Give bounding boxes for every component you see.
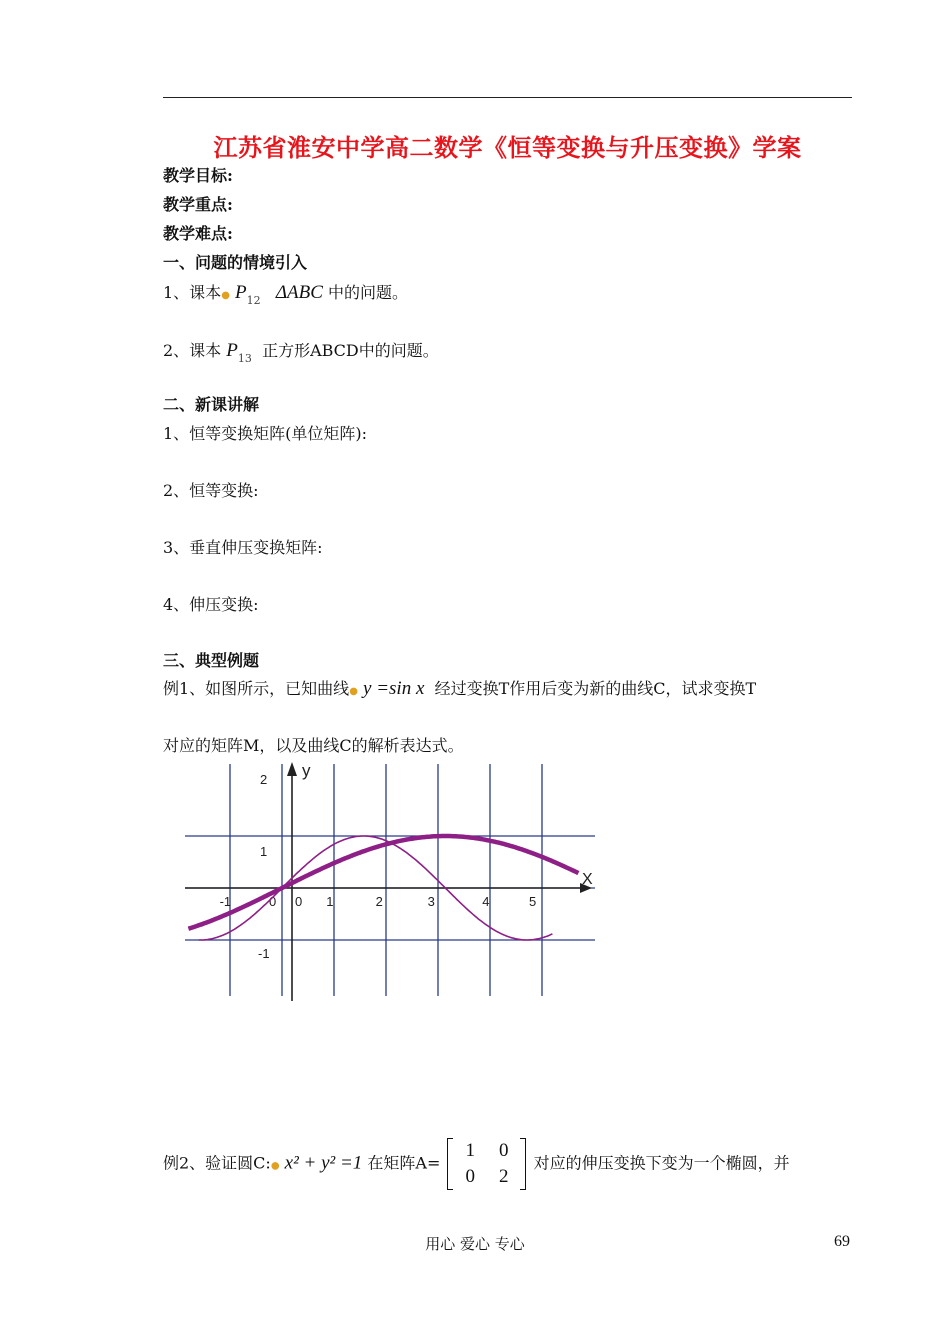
y-tick-label: 2: [260, 772, 268, 787]
x-axis-label: X: [582, 871, 593, 888]
section1-heading: 一、问题的情境引入: [163, 253, 308, 272]
matrix-cell: 1: [465, 1140, 475, 1161]
example1-line1: 例1、如图所示，已知曲线● y =sin x 经过变换T作用后变为新的曲线C，试求变换T: [163, 678, 757, 699]
section2-heading: 二、新课讲解: [163, 395, 260, 414]
section2-item-2: 2、恒等变换:: [163, 481, 259, 500]
ex2-text-b: 在矩阵A=: [367, 1153, 441, 1173]
y-axis-label: y: [302, 761, 311, 780]
item1-p: P: [235, 282, 247, 303]
sine-graph: [180, 756, 610, 1006]
x-tick-label: 5: [529, 894, 537, 909]
ex2-text-c: 对应的伸压变换下变为一个椭圆，并: [533, 1153, 790, 1173]
y-tick-label: 1: [260, 844, 268, 859]
x-tick-label: 1: [326, 894, 334, 909]
goal-heading: 教学目标:: [163, 166, 233, 185]
item1-suffix: 中的问题。: [328, 283, 409, 302]
y-tick-label: -1: [258, 946, 270, 961]
ex2-equation: x² + y² =1: [284, 1152, 363, 1174]
x-tick-label: -1: [219, 894, 232, 909]
section3-heading: 三、典型例题: [163, 651, 260, 670]
ex2-text-a: 例2、验证圆C:: [163, 1153, 271, 1173]
ex1-text-b: 经过变换T作用后变为新的曲线C，试求变换T: [434, 679, 757, 698]
curve-sin-half-x: [188, 836, 578, 929]
x-tick-label: 3: [427, 894, 435, 909]
ex1-equation: y =sin x: [363, 678, 425, 699]
item2-prefix: 2、课本: [163, 341, 222, 360]
example1-line2: 对应的矩阵M，以及曲线C的解析表达式。: [163, 736, 464, 755]
page-number: 69: [834, 1233, 850, 1250]
footer-motto: 用心 爱心 专心: [425, 1235, 525, 1253]
x-tick-label: 4: [482, 894, 490, 909]
page-title: 江苏省淮安中学高二数学《恒等变换与升压变换》学案: [213, 133, 802, 162]
matrix-cell: 0: [498, 1140, 509, 1161]
item2-p: P: [226, 340, 238, 361]
matrix-cell: 2: [498, 1166, 509, 1187]
ex1-text-a: 例1、如图所示，已知曲线: [163, 679, 350, 698]
item2-psub: 13: [237, 352, 252, 365]
item2-suffix: 正方形ABCD中的问题。: [262, 341, 439, 360]
section1-item1: 1、课本● $P_{12}$ ΔABC 中的问题。: [163, 282, 409, 307]
item1-psub: 12: [246, 294, 261, 307]
x-tick-label: 2: [375, 894, 383, 909]
section2-item-1: 1、恒等变换矩阵(单位矩阵):: [163, 424, 368, 443]
y-axis-arrow: [287, 762, 297, 776]
section2-item-3: 3、垂直伸压变换矩阵:: [163, 538, 323, 557]
x-tick-label: 0: [295, 894, 303, 909]
section1-item2: [163, 338, 439, 365]
item1-triangle: ΔABC: [275, 282, 323, 303]
matrix-a: [447, 1138, 526, 1190]
example2-line: 例2、验证圆C:● x² + y² =1 在矩阵A= 1 0 0 2 对应的伸压变换下变为一个椭圆，并: [163, 1138, 790, 1190]
key-heading: 教学重点:: [163, 195, 233, 214]
matrix-cell: 0: [465, 1166, 475, 1187]
x-tick-label: 0: [269, 894, 277, 909]
header-rule: [163, 97, 852, 98]
difficulty-heading: 教学难点:: [163, 224, 233, 243]
section2-item-4: 4、伸压变换:: [163, 595, 259, 614]
item1-prefix: 1、课本: [163, 283, 222, 302]
